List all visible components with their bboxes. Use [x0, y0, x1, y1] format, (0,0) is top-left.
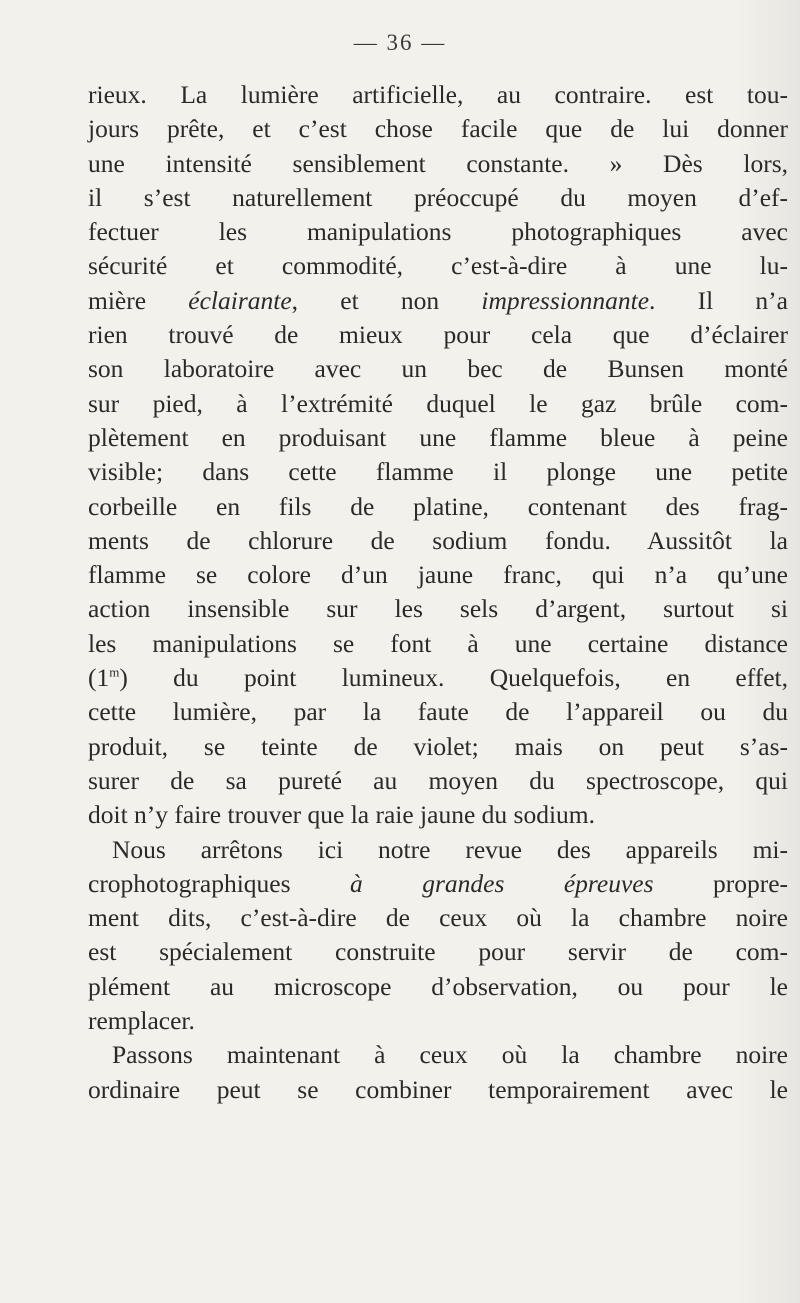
text-line: [88, 284, 788, 318]
text-line: sécurité et commodité, c’est-à-dire à une lu-: [88, 251, 788, 281]
text-line: ordinaire peut se combiner temporairement avec le: [88, 1074, 788, 1104]
text-line: produit, se teinte de violet; mais on peut s’as-: [88, 731, 788, 761]
text-line: Nous arrêtons ici notre revue des appareils mi-: [112, 834, 788, 864]
text-segment: crophotographiques: [88, 868, 350, 898]
text-line: visible; dans cette flamme il plonge une petite: [88, 457, 788, 487]
superscript: m: [109, 664, 120, 680]
text-line: cette lumière, par la faute de l’appareil ou du: [88, 697, 788, 727]
text-line: ments de chlorure de sodium fondu. Aussitôt la: [88, 525, 788, 555]
text-line: rieux. La lumière artificielle, au contraire. est tou-: [88, 80, 788, 109]
text-segment: , et non: [291, 285, 482, 315]
text-line: [88, 661, 788, 695]
text-segment: . Il n’a: [649, 285, 788, 315]
text-line: corbeille en fils de platine, contenant des frag-: [88, 491, 788, 521]
text-line: jours prête, et c’est chose facile que de lui donner: [88, 114, 788, 144]
text-line: est spécialement construite pour servir de com-: [88, 937, 788, 967]
text-line: remplacer.: [88, 1006, 195, 1036]
text-segment: ) du point lumineux. Quelquefois, en effet,: [119, 663, 788, 693]
text-line: rien trouvé de mieux pour cela que d’éclairer: [88, 320, 788, 350]
text-line: ment dits, c’est-à-dire de ceux où la chambre noire: [88, 903, 788, 933]
text-line: surer de sa pureté au moyen du spectroscope, qui: [88, 765, 788, 795]
italic-term: éclairante: [188, 285, 292, 315]
text-line: les manipulations se font à une certaine distance: [88, 628, 788, 658]
text-line: sur pied, à l’extrémité duquel le gaz brûle com-: [88, 388, 788, 418]
text-block: [88, 78, 788, 1107]
text-line: il s’est naturellement préoccupé du moyen d’ef-: [88, 182, 788, 212]
text-line: Passons maintenant à ceux où la chambre noire: [112, 1040, 788, 1070]
text-line: une intensité sensiblement constante. » Dès lors,: [88, 148, 788, 178]
text-line: son laboratoire avec un bec de Bunsen monté: [88, 354, 788, 384]
text-line: doit n’y faire trouver que la raie jaune du sodium.: [88, 800, 595, 830]
text-line: fectuer les manipulations photographiques avec: [88, 217, 788, 247]
text-segment: mière: [88, 285, 189, 315]
text-segment: propre-: [653, 868, 789, 898]
text-line: [88, 867, 788, 901]
text-line: plètement en produisant une flamme bleue à peine: [88, 422, 788, 452]
italic-term: impressionnante: [481, 285, 650, 315]
italic-term: à grandes épreuves: [350, 868, 654, 898]
text-segment: (1: [88, 663, 110, 693]
page-number: — 36 —: [353, 30, 447, 55]
text-line: action insensible sur les sels d’argent, surtout si: [88, 594, 788, 624]
text-line: plément au microscope d’observation, ou pour le: [88, 971, 788, 1001]
text-line: flamme se colore d’un jaune franc, qui n’a qu’une: [88, 560, 788, 590]
